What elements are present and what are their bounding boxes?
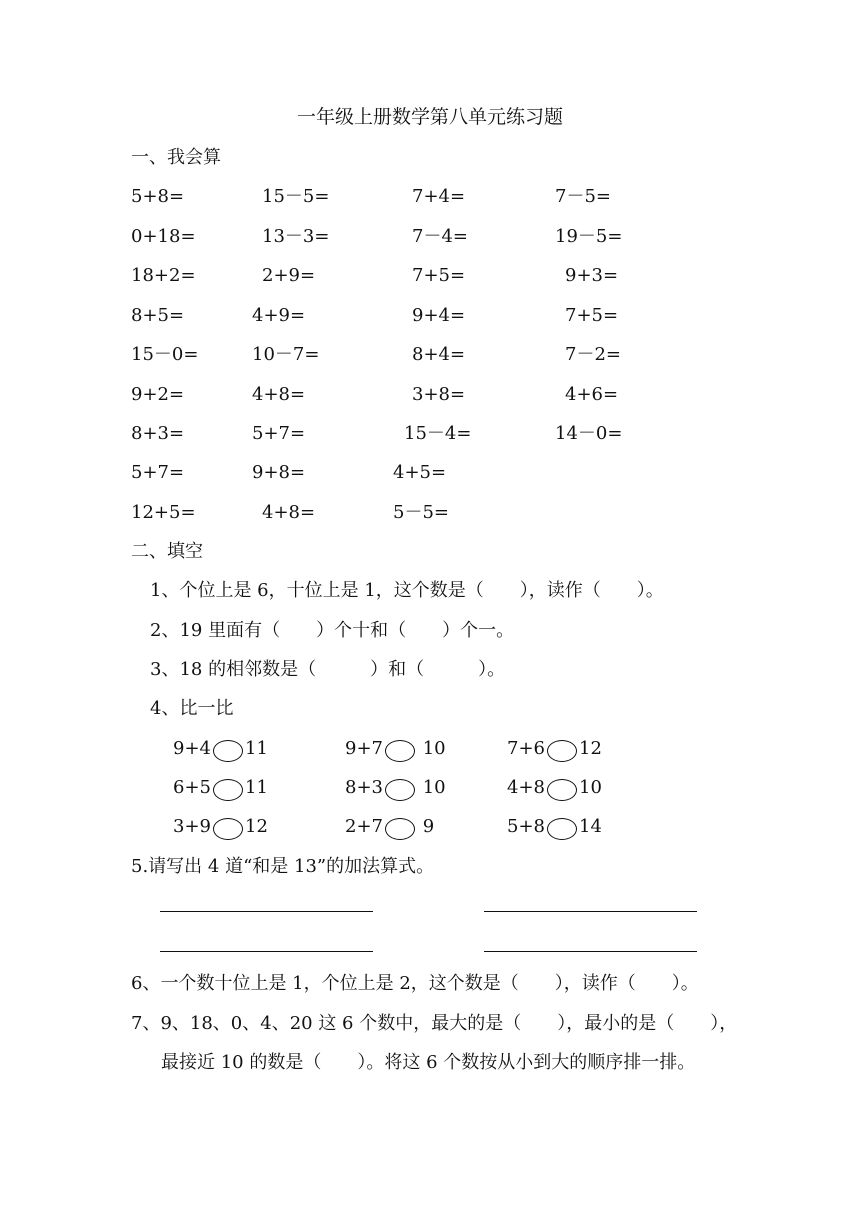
page-title: 一年级上册数学第八单元练习题 (296, 106, 563, 128)
calc-item: 5+7= (252, 423, 306, 444)
calc-item: 4+9= (252, 305, 306, 326)
question-4: 4、比一比 (150, 698, 234, 719)
compare-right: 14 (579, 816, 602, 837)
compare-item (345, 816, 434, 838)
calc-item: 18+2= (131, 265, 196, 286)
compare-oval-blank[interactable] (385, 818, 415, 840)
compare-oval-blank[interactable] (385, 740, 415, 762)
compare-oval-blank[interactable] (213, 779, 243, 801)
calc-item: 4+8= (262, 502, 316, 523)
calc-item: 5+7= (131, 462, 185, 483)
compare-left: 7+6 (507, 738, 545, 759)
compare-left: 5+8 (507, 816, 545, 837)
compare-left: 3+9 (173, 816, 211, 837)
compare-right: 10 (579, 777, 602, 798)
compare-left: 4+8 (507, 777, 545, 798)
compare-right: 10 (422, 777, 446, 798)
compare-oval-blank[interactable] (547, 779, 577, 801)
calc-item: 9+2= (131, 384, 185, 405)
compare-item (507, 738, 602, 760)
calc-item: 4+5= (393, 462, 447, 483)
calc-item: 7－4= (412, 226, 468, 247)
question-5: 5.请写出 4 道“和是 13”的加法算式。 (131, 856, 435, 877)
compare-oval-blank[interactable] (547, 740, 577, 762)
answer-line[interactable] (484, 911, 697, 912)
compare-right: 9 (422, 816, 435, 837)
compare-item (345, 777, 446, 799)
calc-item: 9+3= (565, 265, 619, 286)
calc-item: 10－7= (252, 344, 320, 365)
calc-item: 5+8= (131, 186, 185, 207)
calc-item: 3+8= (412, 384, 466, 405)
calc-item: 5－5= (393, 502, 449, 523)
compare-right: 11 (245, 738, 268, 759)
compare-left: 2+7 (345, 816, 383, 837)
calc-item: 8+4= (412, 344, 466, 365)
calc-item: 15－0= (131, 344, 199, 365)
calc-item: 7+5= (565, 305, 619, 326)
calc-item: 15－4= (404, 423, 472, 444)
calc-item: 7+4= (412, 186, 466, 207)
question-1: 1、个位上是 6，十位上是 1，这个数是（ ），读作（ ）。 (150, 580, 664, 601)
compare-item (345, 738, 446, 760)
compare-left: 9+7 (345, 738, 383, 759)
compare-right: 12 (245, 816, 268, 837)
compare-left: 8+3 (345, 777, 383, 798)
section-heading-calc: 一、我会算 (131, 147, 221, 168)
compare-item (507, 777, 602, 799)
answer-line[interactable] (160, 951, 373, 952)
compare-left: 6+5 (173, 777, 211, 798)
compare-right: 12 (579, 738, 602, 759)
compare-right: 11 (245, 777, 268, 798)
compare-item (173, 777, 268, 799)
calc-item: 13－3= (262, 226, 330, 247)
question-7-line2: 最接近 10 的数是（ ）。将这 6 个数按从小到大的顺序排一排。 (161, 1052, 696, 1073)
section-heading-fill: 二、填空 (131, 541, 203, 562)
calc-item: 7－2= (565, 344, 621, 365)
question-6: 6、一个数十位上是 1，个位上是 2，这个数是（ ），读作（ ）。 (131, 973, 699, 994)
compare-right: 10 (422, 738, 446, 759)
compare-oval-blank[interactable] (547, 818, 577, 840)
calc-item: 2+9= (262, 265, 316, 286)
calc-item: 12+5= (131, 502, 196, 523)
calc-item: 0+18= (131, 226, 196, 247)
compare-left: 9+4 (173, 738, 211, 759)
calc-item: 8+3= (131, 423, 185, 444)
calc-item: 4+6= (565, 384, 619, 405)
answer-line[interactable] (160, 911, 373, 912)
calc-item: 14－0= (555, 423, 623, 444)
calc-item: 19－5= (555, 226, 623, 247)
calc-item: 15－5= (262, 186, 330, 207)
compare-oval-blank[interactable] (213, 818, 243, 840)
compare-oval-blank[interactable] (385, 779, 415, 801)
question-7-line1: 7、9、18、0、4、20 这 6 个数中，最大的是（ ），最小的是（ ）， (131, 1013, 738, 1034)
answer-line[interactable] (484, 951, 697, 952)
calc-item: 9+8= (252, 462, 306, 483)
calc-item: 9+4= (412, 305, 466, 326)
question-3: 3、18 的相邻数是（ ）和（ ）。 (150, 659, 506, 680)
compare-item (173, 816, 268, 838)
calc-item: 7+5= (412, 265, 466, 286)
compare-oval-blank[interactable] (213, 740, 243, 762)
calc-item: 7－5= (555, 186, 611, 207)
compare-item (507, 816, 602, 838)
calc-item: 4+8= (252, 384, 306, 405)
compare-item (173, 738, 268, 760)
calc-item: 8+5= (131, 305, 185, 326)
question-2: 2、19 里面有（ ）个十和（ ）个一。 (150, 620, 515, 641)
